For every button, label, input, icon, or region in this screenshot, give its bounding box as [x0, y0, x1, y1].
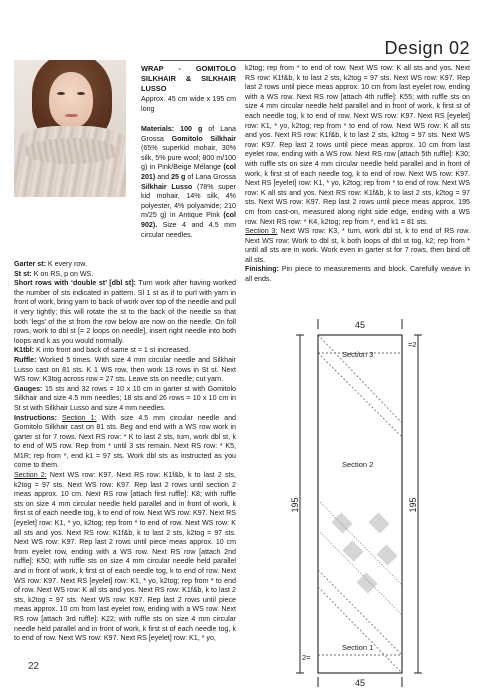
wrap-outline: [318, 335, 402, 673]
section-2-label: Section 2: [342, 460, 374, 469]
stitch-garter: [14, 260, 236, 270]
diagonal-line-1: [318, 335, 402, 423]
top-section-mark: =2: [408, 340, 417, 349]
yarn-name-1: Gomitolo Silkhair: [171, 134, 236, 143]
yarn-desc-1: (65% superkid mohair, 30% silk, 5% pure wool; 800 m/100 g) in Pink/Beige Mélange: [141, 144, 236, 172]
ruffle-marker-2: [368, 512, 389, 533]
stitch-text: K into front and back of same st = 1 st increased.: [36, 346, 191, 355]
finishing-text: Pin piece to measurements and block. Carefully weave in all ends.: [245, 265, 470, 284]
needle-size: Size 4 and 4.5 mm circular needles.: [141, 220, 236, 239]
photo-face: [49, 72, 93, 128]
eyelet-line-1: [318, 500, 402, 585]
materials-amount: 100 g: [180, 125, 203, 133]
section-1-label: Section 1: [342, 643, 374, 652]
photo-eye-left: [57, 92, 65, 95]
eyelet-line-2: [318, 530, 402, 615]
bottom-width-label: 45: [354, 678, 366, 688]
stitch-definitions: [14, 260, 236, 644]
top-section-mark-value: 2: [412, 340, 417, 349]
diagonal-line-2: [318, 353, 402, 437]
instructions-section-2: [14, 471, 236, 644]
stitch-text: K every row.: [47, 260, 87, 268]
stitch-ruffle: [14, 356, 236, 385]
stitch-label: K1tbl:: [14, 346, 35, 355]
stitch-text: K on RS, p on WS.: [33, 269, 94, 278]
materials-label: Materials:: [141, 125, 175, 133]
section-1-label: Section 1:: [61, 413, 97, 422]
stitch-label: Gauges:: [14, 384, 43, 393]
stitch-text: Worked 5 times. With size 4 mm circular needle and Silkhair Lusso cast on 81 sts. K 1 WS row, then work 13 rows in St st. Next WS row: K3tog across row = 27 sts. Leave sts on needle; cut yarn.: [14, 355, 236, 384]
photo-eye-right: [77, 92, 85, 95]
stitch-label: St st:: [14, 269, 32, 278]
ruffle-marker-5: [356, 572, 377, 593]
right-column: [245, 64, 470, 285]
stitch-short-rows: [14, 279, 236, 346]
section-3-text: Next WS row: K3, * turn, work dbl st, k to end of RS row. Next WS row: Work to dbl st, k both loops of dbl st tog, k2; rep from * until all sts are in work. Work even in garter st for 7 rows, then bind off all sts.: [245, 227, 470, 264]
top-width-label: 45: [354, 320, 366, 330]
title-divider: [160, 60, 470, 61]
yarn-desc-2: (78% super kid mohair, 14% silk, 4% polyester, 4% polyamide; 210 m/25 g) in Antique Pink: [141, 182, 236, 220]
materials-and: and: [157, 172, 170, 181]
materials-text: of Lana Grossa: [141, 125, 236, 143]
section-2-text: Next WS row: K97. Next RS row: K1f&b, k to last 2 sts, k2tog = 97 sts. Next WS row: K97. Rep last 2 rows until section 2 meas approx. 10 cm. Next RS row [attach first ruffle]: K8; with ruffle sts on size 4 mm circular needle held parallel and in front of work, k first st of each needle tog, k to end of row. Next WS row: K97. Next RS [eyelet] row: K1, * yo, k2tog; rep from * to end of row. Next WS row: K all sts and yos. Next RS row: K1f&b, k to last 2 sts, k2tog = 97 sts. Next WS row: K97. Rep last 2 rows until piece meas approx. 10 cm from eyelet row, ending with a WS row. Next RS row [attach 2nd ruffle]: K50; with ruffle sts on size 4 mm circular needle held parallel and in front of work, k first st of each needle tog, k to end of row. Next WS row: K97. Next RS [eyelet] row: K1, * yo, k2tog; rep from * to end of row. Next WS row: K all sts and yos. Next RS row: K1f&b, k to last 2 sts, k2tog = 97 sts. Next WS row: K97. Rep last 2 rows until piece meas approx. 10 cm from last eyelet row, ending with a WS row. Next RS row [attach 3rd ruffle]: K22; with ruffle sts on size 4 mm circular needle held parallel and in front of work, k first st of each needle tog, k to end of row. Next WS row: K97. Next RS [eyelet] row: K1, * yo,: [14, 471, 236, 643]
stitch-text: 15 sts and 32 rows = 10 x 10 cm in garter st with Gomitolo Silkhair and size 4.5 mm needles; 18 sts and 26 rows = 10 x 10 cm in St st with Silkhair Lusso and size 4 mm needles.: [14, 384, 236, 412]
instructions-label: Instructions:: [14, 413, 57, 422]
stitch-label: Short rows with ‘double st’ [dbl st]:: [14, 279, 136, 288]
yarn-amount-2: 25 g: [171, 172, 186, 181]
finishing-label: Finishing:: [245, 265, 279, 274]
materials-text-2: of Lana Grossa: [187, 172, 236, 181]
intro-block: [141, 64, 236, 114]
finishing-block: [245, 265, 470, 284]
stitch-label: Garter st:: [14, 260, 46, 268]
diagonal-line-4: [318, 587, 402, 673]
instructions-continued: k2tog; rep from * to end of row. Next WS row: K all sts and yos. Next RS row: K1f&b, k to last 2 sts, k2tog = 97 sts. Next WS row: K97. Rep last 2 rows until piece meas approx. 10 cm from last eyelet row, ending with a WS row. Next RS row [attach 4th ruffle]: K55; with ruffle sts on size 4 mm circular needle held parallel and in front of work, k first st of each needle tog, k to end of row. Next WS row: K97. Next RS [eyelet] row: K1, * yo, k2tog; rep from * to end of row. Next WS row: K all sts and yos. Next RS row: K1f&b, k to last 2 sts, k2tog = 97 sts. Next WS row: K97. Rep last 2 rows until piece meas approx. 10 cm from last eyelet row, ending with a WS row. Next RS row [attach 5th ruffle]: K30; with ruffle sts on size 4 mm circular needle held parallel and in front of work, k first st of each needle tog, k to end of row. Next WS row: K97. Next RS [eyelet] row: K1, * yo, k2tog; rep from * to end of row. Next WS row: K all sts and yos. Next RS row: K1f&b, k to last 2 sts, k2tog = 97 sts. Next WS row: K97. Rep last 2 rows until piece meas approx. 195 cm from cast-on, measured along right side edge, ending with a WS row. Next RS row: * K4, k2tog; rep from *, end k1 = 81 sts.: [245, 64, 470, 226]
pattern-name: WRAP - GOMITOLO SILKHAIR & SILKHAIR LUSSO: [141, 64, 236, 93]
ruffle-marker-1: [331, 512, 352, 533]
model-photo: [14, 60, 126, 197]
stitch-gauges: [14, 385, 236, 414]
instructions-section-1: [14, 414, 236, 472]
bottom-section-mark-value: 2: [302, 653, 307, 662]
section-3-label: Section 3: [342, 350, 374, 359]
right-height-label: 195: [408, 497, 418, 513]
section-3-label: Section 3:: [245, 227, 278, 236]
section-1-text: With size 4.5 mm circular needle and Gomitolo Silkhair cast on 81 sts. Beg and end with a WS row work in garter st for 7 rows. Next RS row: * K to last 2 sts, turn, work dbl st, k to end of WS row. Rep from * until 3 sts remain. Next RS row: * K5, M1R; rep from *, end k1 = 97 sts. Work dbl sts as instructed as you come to them.: [14, 413, 236, 470]
pattern-size: Approx. 45 cm wide x 195 cm long: [141, 95, 236, 113]
stitch-label: Ruffle:: [14, 355, 37, 364]
left-height-label: 195: [290, 497, 300, 513]
yarn-color-1: (col 201): [141, 163, 236, 181]
stitch-text: Turn work after having worked the number of sts indicated in pattern. Sl 1 st as if to purl with yarn in front of work, bring yarn to back of work over top of the needle and pull it very tightly; this will rotate the st to the back of the needle so that both ‘legs’ of the st from the row below are now on the needle. On foll rows, work to dbl st [= 2 loops on needle], insert right needle into both loops and k as you would normally.: [14, 279, 236, 345]
page-title: Design 02: [384, 38, 470, 58]
ruffle-marker-3: [342, 540, 363, 561]
stitch-k1fb: [14, 346, 236, 356]
photo-mouth: [65, 114, 78, 117]
ruffle-markers: [331, 512, 397, 593]
page-number: 22: [28, 661, 40, 672]
section-2-label: Section 2:: [14, 471, 47, 480]
bottom-section-mark: 2=: [302, 653, 311, 662]
wrap-schematic: [290, 315, 430, 690]
instructions-section-3: [245, 227, 470, 265]
photo-scarf-fold: [24, 138, 119, 164]
yarn-color-2: (col 902).: [141, 211, 236, 229]
stitch-stockinette: [14, 270, 236, 280]
materials-block-top: [141, 125, 236, 240]
yarn-name-2: Silkhair Lusso: [141, 182, 193, 191]
